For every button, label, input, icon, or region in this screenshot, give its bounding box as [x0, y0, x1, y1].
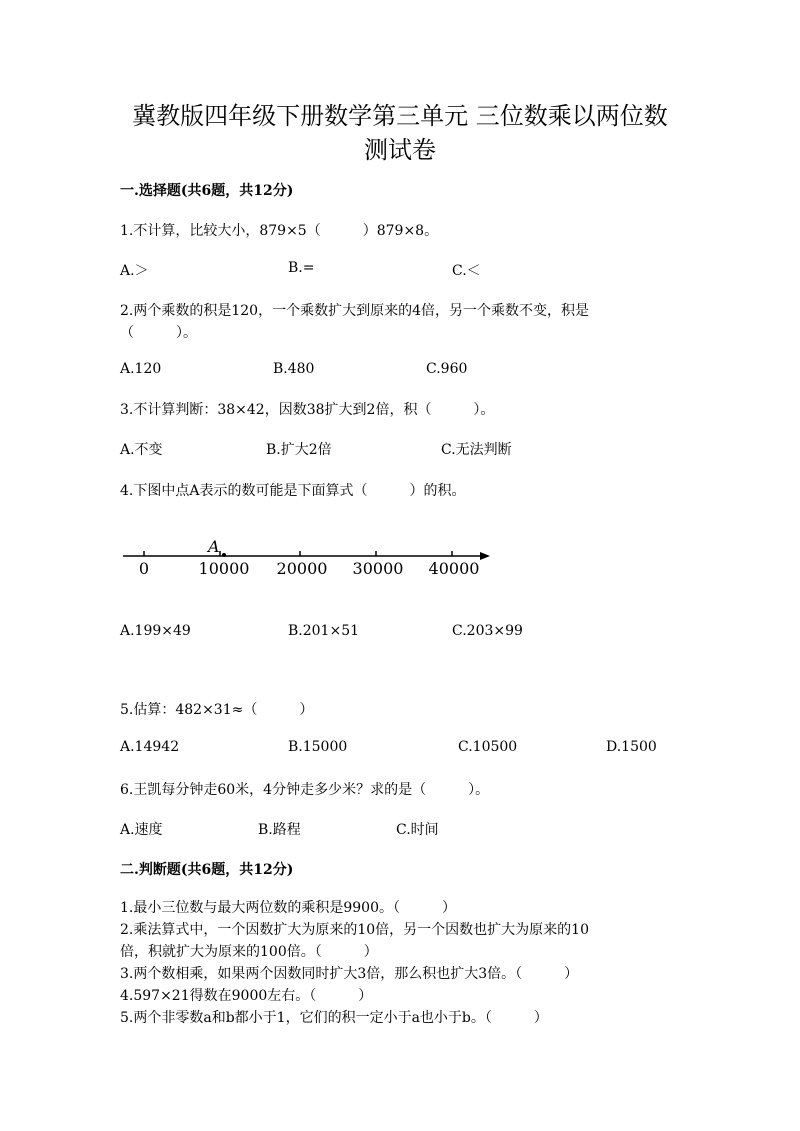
q3-option-b: B.扩大2倍 — [266, 442, 332, 458]
question-5: 5.估算：482×31≈（ ） — [120, 702, 314, 718]
question-1: 1.不计算，比较大小，879×5（ ）879×8。 — [120, 223, 439, 239]
q6-option-c: C.时间 — [396, 822, 439, 838]
q4-option-b: B.201×51 — [288, 623, 360, 639]
page-title-line2: 测试卷 — [364, 136, 436, 164]
q2-option-a: A.120 — [120, 361, 162, 377]
q3-option-c: C.无法判断 — [441, 442, 512, 458]
q2-option-c: C.960 — [426, 361, 468, 377]
q3-option-a: A.不变 — [120, 442, 163, 458]
judge-item-4: 4.597×21得数在9000左右。（ ） — [120, 988, 373, 1004]
q6-option-b: B.路程 — [258, 822, 301, 838]
q5-option-c: C.10500 — [458, 739, 518, 755]
section1-header: 一.选择题(共6题，共12分) — [120, 183, 294, 199]
q1-option-c: C.＜ — [452, 263, 481, 279]
q5-option-b: B.15000 — [288, 739, 348, 755]
q5-option-a: A.14942 — [120, 739, 180, 755]
q2-option-b: B.480 — [273, 361, 315, 377]
tick-label-40000: 40000 — [428, 559, 480, 578]
judge-item-2-cont: 倍，积就扩大为原来的100倍。（ ） — [120, 944, 378, 960]
judge-item-1: 1.最小三位数与最大两位数的乘积是9900。（ ） — [120, 900, 456, 916]
question-2-cont: （ ）。 — [120, 325, 197, 341]
number-line-arrow — [480, 552, 490, 560]
tick-label-20000: 20000 — [276, 559, 328, 578]
q4-option-a: A.199×49 — [120, 623, 191, 639]
section2-header: 二.判断题(共6题，共12分) — [120, 862, 294, 878]
q4-option-c: C.203×99 — [452, 623, 523, 639]
tick-label-30000: 30000 — [352, 559, 404, 578]
q6-option-a: A.速度 — [120, 822, 163, 838]
question-2: 2.两个乘数的积是120，一个乘数扩大到原来的4倍，另一个乘数不变，积是 — [120, 303, 589, 319]
point-a-marker — [222, 553, 226, 557]
page-title-line1: 冀教版四年级下册数学第三单元 三位数乘以两位数 — [132, 102, 668, 130]
q1-option-a: A.＞ — [120, 263, 149, 279]
q5-option-d: D.1500 — [606, 739, 657, 755]
tick-label-10000: 10000 — [198, 559, 250, 578]
point-a-label: A — [208, 538, 220, 556]
judge-item-2: 2.乘法算式中，一个因数扩大为原来的10倍，另一个因数也扩大为原来的10 — [120, 922, 589, 938]
question-4: 4.下图中点A表示的数可能是下面算式（ ）的积。 — [120, 483, 466, 499]
tick-label-0: 0 — [138, 559, 150, 578]
number-line-figure — [120, 538, 500, 588]
question-6: 6.王凯每分钟走60米，4分钟走多少米？求的是（ ）。 — [120, 782, 490, 798]
question-3: 3.不计算判断：38×42，因数38扩大到2倍，积（ ）。 — [120, 402, 495, 418]
judge-item-3: 3.两个数相乘，如果两个因数同时扩大3倍，那么积也扩大3倍。（ ） — [120, 966, 579, 982]
judge-item-5: 5.两个非零数a和b都小于1，它们的积一定小于a也小于b。（ ） — [120, 1010, 548, 1026]
q1-option-b: B.= — [288, 260, 315, 276]
